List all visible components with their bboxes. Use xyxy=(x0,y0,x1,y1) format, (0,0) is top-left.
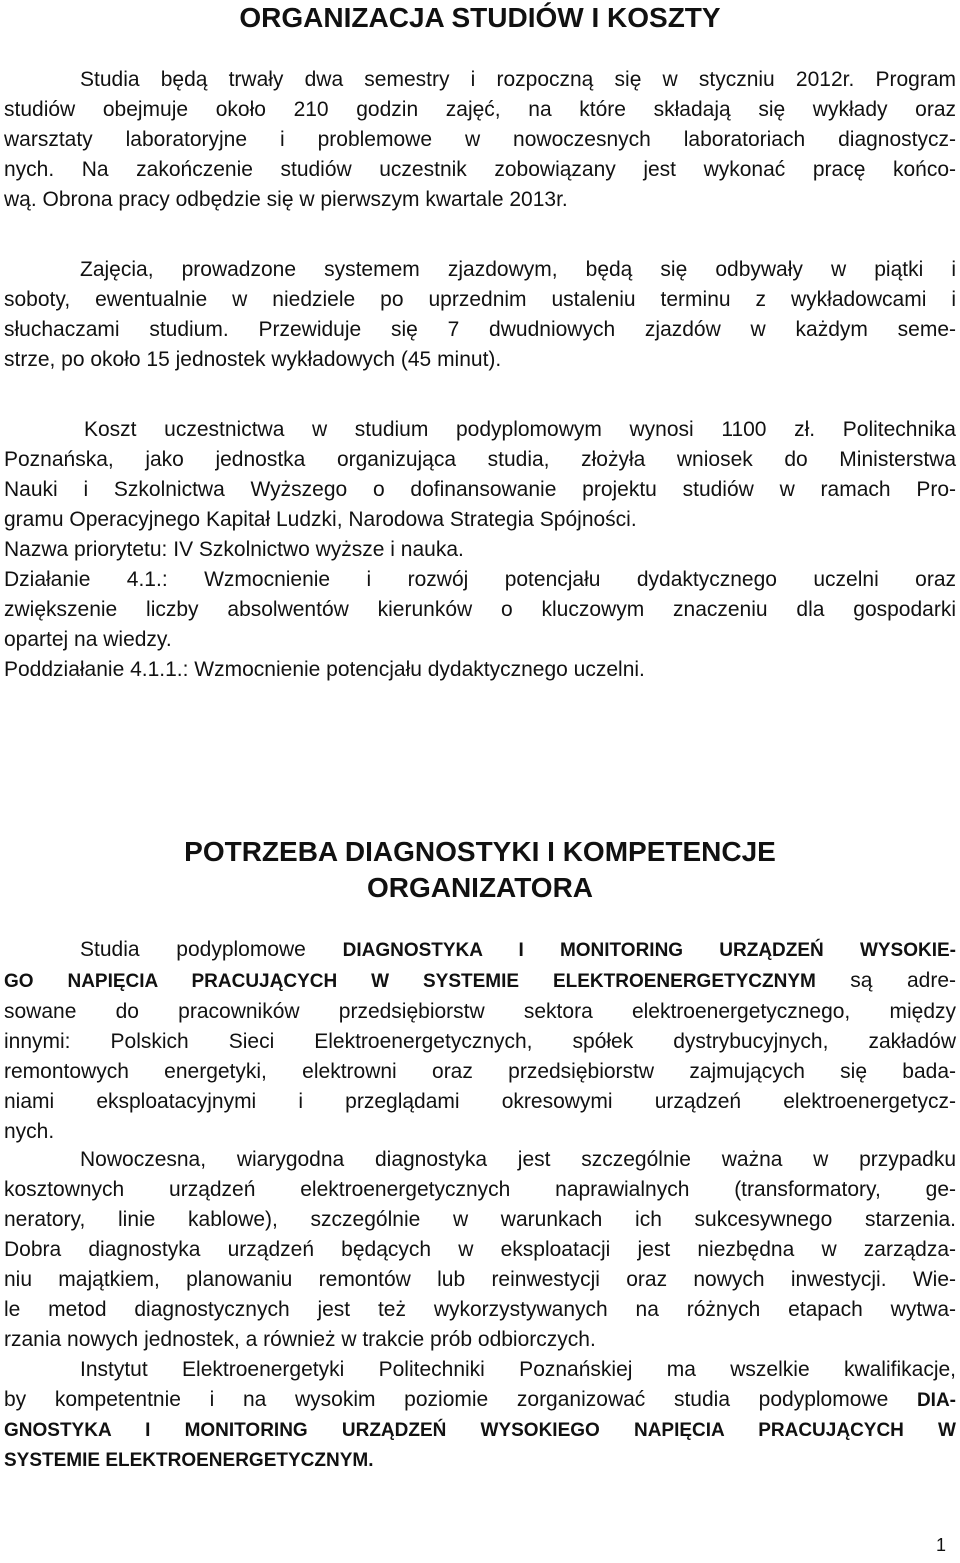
text-line: remontowych energetyki, elektrowni oraz przedsiębiorstw zajmujących się bada- xyxy=(4,1060,956,1083)
text-line: opartej na wiedzy. xyxy=(4,628,172,651)
text-line: studiów obejmuje około 210 godzin zajęć, na które składają się wykłady oraz xyxy=(4,98,956,121)
text-line: Instytut Elektroenergetyki Politechniki Poznańskiej ma wszelkie kwalifikacje, xyxy=(80,1358,956,1381)
text-line: sowane do pracowników przedsiębiorstw sektora elektroenergetycznego, między xyxy=(4,1000,956,1023)
section-title-potrzeba-line2: ORGANIZATORA xyxy=(366,872,594,903)
text-line: Dobra diagnostyka urządzeń będących w eksploatacji jest niezbędna w zarządza- xyxy=(4,1238,956,1261)
section-title-potrzeba: POTRZEBA DIAGNOSTYKI I KOMPETENCJE xyxy=(184,836,776,867)
paragraph-adresowane xyxy=(4,935,956,1147)
page-number: 1 xyxy=(935,1535,946,1555)
program-name-bold: GO NAPIĘCIA PRACUJĄCYCH W SYSTEMIE ELEKTROENERGETYCZNYM xyxy=(4,971,816,992)
text-line: Nauki i Szkolnictwa Wyższego o dofinansowanie projektu studiów w ramach Pro- xyxy=(4,478,956,501)
text-line: Nowoczesna, wiarygodna diagnostyka jest szczególnie ważna w przypadku xyxy=(80,1148,956,1171)
text-line: Poznańska, jako jednostka organizująca studia, złożyła wniosek do Ministerstwa xyxy=(4,448,956,471)
text-line: warsztaty laboratoryjne i problemowe w nowoczesnych laboratoriach diagnostycz- xyxy=(4,128,956,151)
text-line: nych. Na zakończenie studiów uczestnik zobowiązany jest wykonać pracę końco- xyxy=(4,158,956,181)
text-line: nych. xyxy=(4,1120,55,1143)
text-line: niu majątkiem, planowaniu remontów lub reinwestycji oraz nowych inwestycji. Wie- xyxy=(4,1268,956,1291)
text-line: Nazwa priorytetu: IV Szkolnictwo wyższe i nauka. xyxy=(4,538,464,561)
program-name-bold: DIA- xyxy=(916,1390,956,1411)
program-name-bold: DIAGNOSTYKA I MONITORING URZĄDZEŃ WYSOKIE- xyxy=(342,940,957,961)
text-line: strze, po około 15 jednostek wykładowych (45 minut). xyxy=(4,348,502,371)
text-line: kosztownych urządzeń elektroenergetycznych naprawialnych (transformatory, ge- xyxy=(4,1178,956,1201)
text-line xyxy=(4,1385,956,1416)
text-line: Poddziałanie 4.1.1.: Wzmocnienie potencjału dydaktycznego uczelni. xyxy=(4,658,645,681)
section-title-organizacja: ORGANIZACJA STUDIÓW I KOSZTY xyxy=(239,2,721,33)
text-line: innymi: Polskich Sieci Elektroenergetycznych, spółek dystrybucyjnych, zakładów xyxy=(4,1030,956,1053)
text-line xyxy=(4,966,956,997)
text-line: niami eksploatacyjnymi i przeglądami okresowymi urządzeń elektroenergetycz- xyxy=(4,1090,956,1113)
text-line: Studia będą trwały dwa semestry i rozpoczną się w styczniu 2012r. Program xyxy=(80,68,956,91)
text-line: neratory, linie kablowe), szczególnie w warunkach ich sukcesywnego starzenia. xyxy=(4,1208,956,1231)
text-line: zwiększenie liczby absolwentów kierunków o kluczowym znaczeniu dla gospodarki xyxy=(4,598,956,621)
program-name-bold: SYSTEMIE ELEKTROENERGETYCZNYM. xyxy=(4,1450,374,1471)
text-run: Studia podyplomowe xyxy=(80,938,343,961)
text-line: le metod diagnostycznych jest też wykorzystywanych na różnych etapach wytwa- xyxy=(4,1298,956,1321)
text-line: Zajęcia, prowadzone systemem zjazdowym, będą się odbywały w piątki i xyxy=(80,258,956,281)
paragraph-zjazdy xyxy=(4,255,956,375)
text-run: by kompetentnie i na wysokim poziomie zorganizować studia podyplomowe xyxy=(4,1388,917,1411)
text-line xyxy=(4,935,956,966)
text-line: słuchaczami studium. Przewiduje się 7 dwudniowych zjazdów w każdym seme- xyxy=(4,318,956,341)
text-line: wą. Obrona pracy odbędzie się w pierwszym kwartale 2013r. xyxy=(4,188,568,211)
program-name-bold: GNOSTYKA I MONITORING URZĄDZEŃ WYSOKIEGO NAPIĘCIA PRACUJĄCYCH W xyxy=(4,1420,956,1441)
paragraph-diagnostyka xyxy=(4,1145,956,1355)
paragraph-koszt xyxy=(4,415,956,685)
paragraph-instytut xyxy=(4,1355,956,1476)
text-run: są adre- xyxy=(815,969,956,992)
text-line: gramu Operacyjnego Kapitał Ludzki, Narodowa Strategia Spójności. xyxy=(4,508,637,531)
text-line: rzania nowych jednostek, a również w trakcie prób odbiorczych. xyxy=(4,1328,596,1351)
text-line: Koszt uczestnictwa w studium podyplomowym wynosi 1100 zł. Politechnika xyxy=(84,418,956,441)
text-line: Działanie 4.1.: Wzmocnienie i rozwój potencjału dydaktycznego uczelni oraz xyxy=(4,568,956,591)
paragraph-program xyxy=(4,65,956,215)
text-line: soboty, ewentualnie w niedziele po uprzednim ustaleniu terminu z wykładowcami i xyxy=(4,288,956,311)
